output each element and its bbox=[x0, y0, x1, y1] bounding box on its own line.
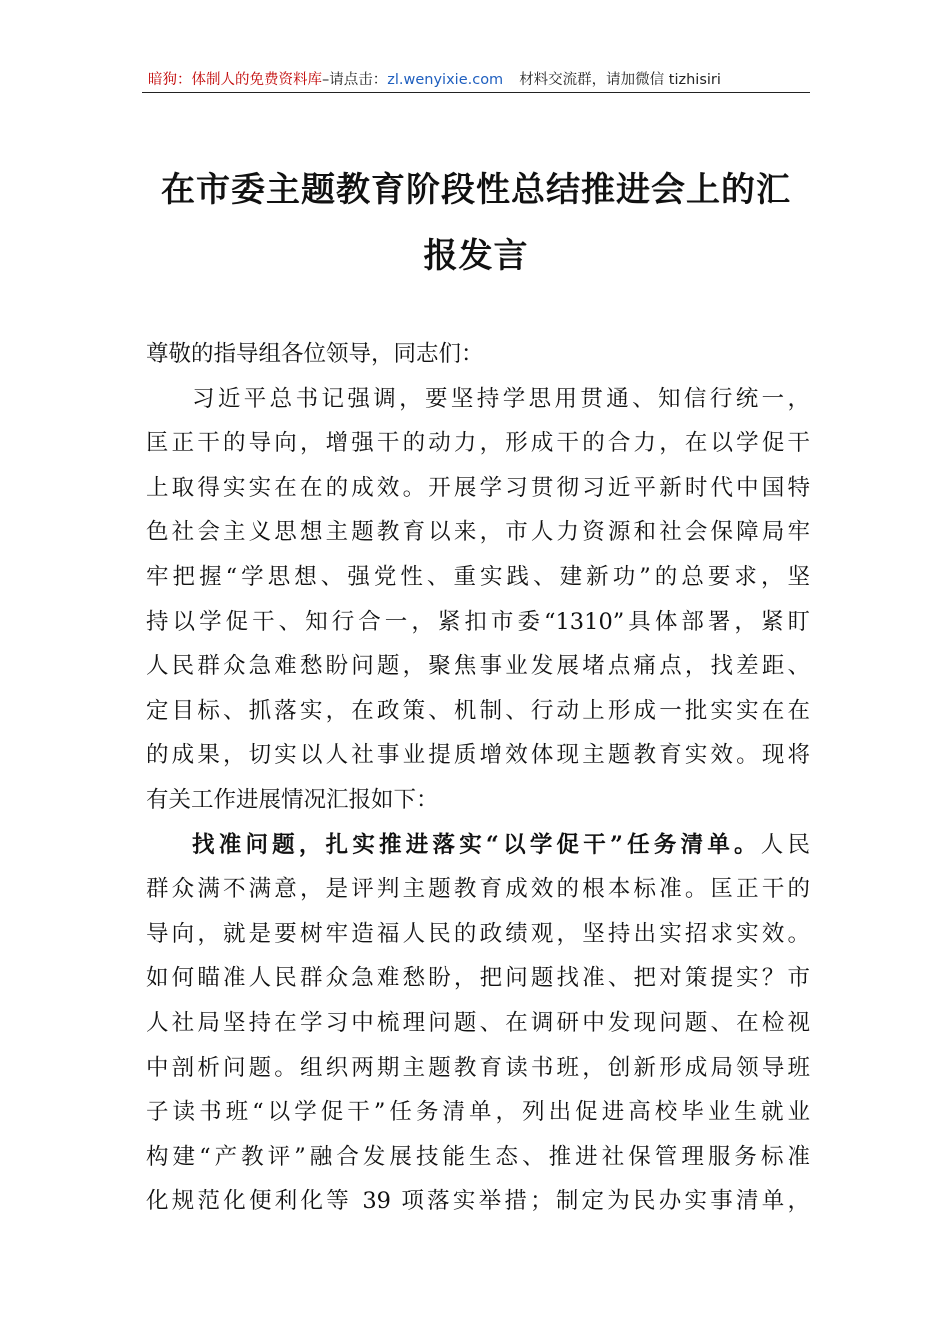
document-header bbox=[142, 70, 810, 93]
paragraph-1-line: 定目标、抓落实，在政策、机制、行动上形成一批实实在在 bbox=[146, 697, 810, 724]
paragraph-2-line: 子读书班“以学促干”任务清单，列出促进高校毕业生就业 bbox=[146, 1099, 810, 1126]
paragraph-1-line: 的成果，切实以人社事业提质增效体现主题教育实效。现将 bbox=[146, 742, 810, 769]
page-title-line-2: 报发言 bbox=[423, 236, 529, 276]
header-click-prompt: –请点击： bbox=[322, 72, 388, 88]
paragraph-1-line: 上取得实实在在的成效。开展学习贯彻习近平新时代中国特 bbox=[146, 474, 810, 501]
paragraph-2-line: 人社局坚持在学习中梳理问题、在调研中发现问题、在检视 bbox=[146, 1009, 810, 1036]
paragraph-1-line: 有关工作进展情况汇报如下： bbox=[146, 786, 439, 813]
paragraph-1-line: 匡正干的导向，增强干的动力，形成干的合力，在以学促干 bbox=[146, 430, 810, 457]
header-link[interactable]: zl.wenyixie.com bbox=[387, 72, 504, 88]
paragraph-2-first-line bbox=[146, 823, 810, 868]
paragraph-2-line: 中剖析问题。组织两期主题教育读书班，创新形成局领导班 bbox=[146, 1054, 810, 1081]
paragraph-2-line: 化规范化便利化等 39 项落实举措；制定为民办实事清单， bbox=[146, 1188, 810, 1215]
paragraph-2-line: 导向，就是要树牢造福人民的政绩观，坚持出实招求实效。 bbox=[146, 920, 810, 947]
paragraph-2-line: 如何瞄准人民群众急难愁盼，把问题找准、把对策提实？市 bbox=[146, 965, 810, 992]
paragraph-2-first-rest: 人民 bbox=[760, 831, 810, 858]
document-body bbox=[146, 332, 810, 1224]
header-brand: 暗狗：体制人的免费资料库 bbox=[148, 72, 322, 88]
salutation: 尊敬的指导组各位领导，同志们： bbox=[146, 341, 484, 367]
paragraph-1-line: 牢把握“学思想、强党性、重实践、建新功”的总要求，坚 bbox=[146, 563, 810, 590]
paragraph-2-line: 群众满不满意，是评判主题教育成效的根本标准。匡正干的 bbox=[146, 876, 810, 903]
paragraph-1-line: 色社会主义思想主题教育以来，市人力资源和社会保障局牢 bbox=[146, 519, 810, 546]
page-title-line-1: 在市委主题教育阶段性总结推进会上的汇 bbox=[161, 170, 791, 210]
paragraph-2-line: 构建“产教评”融合发展技能生态、推进社保管理服务标准 bbox=[146, 1143, 810, 1170]
section-heading: 找准问题，扎实推进落实“以学促干”任务清单。 bbox=[192, 831, 761, 858]
paragraph-1-line: 习近平总书记强调，要坚持学思用贯通、知信行统一， bbox=[192, 385, 810, 412]
paragraph-1-line: 持以学促干、知行合一，紧扣市委“1310”具体部署，紧盯 bbox=[146, 608, 810, 635]
paragraph-1-line: 人民群众急难愁盼问题，聚焦事业发展堵点痛点，找差距、 bbox=[146, 653, 810, 680]
header-contact: 材料交流群，请加微信 tizhisiri bbox=[519, 72, 721, 88]
